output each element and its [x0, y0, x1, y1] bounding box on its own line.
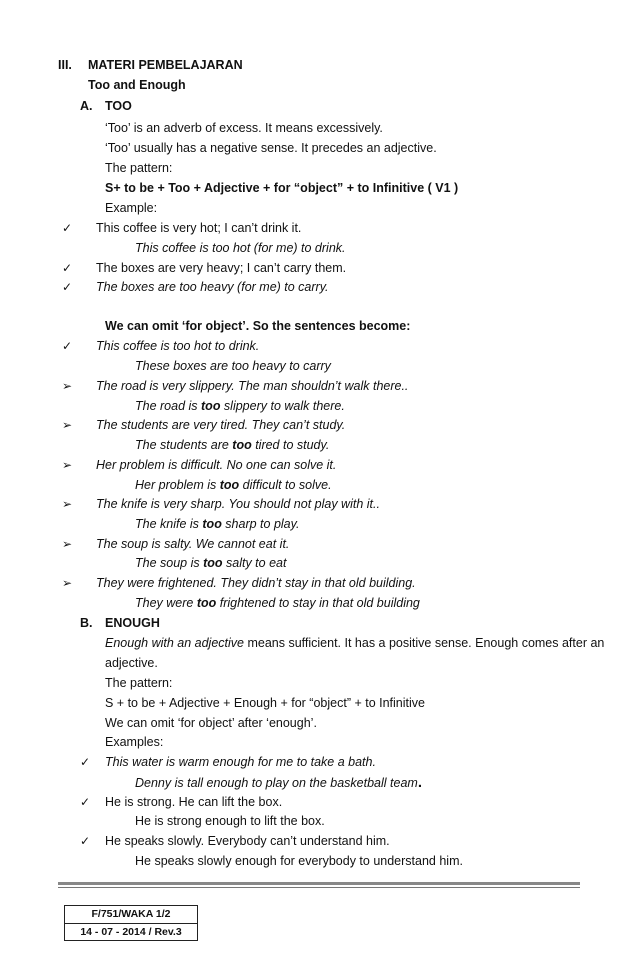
enough-desc-1: Enough with an adjective means sufficient. It has a positive sense. Enough comes after an — [105, 636, 605, 650]
arrow-bullet-icon: ➢ — [62, 458, 73, 472]
omit-example-5-answer: The knife is too sharp to play. — [135, 517, 300, 531]
enough-pattern-label: The pattern: — [105, 676, 173, 690]
document-code: F/751/WAKA 1/2 — [65, 906, 197, 924]
enough-example-3: He speaks slowly. Everybody can’t understand him. — [105, 834, 390, 848]
omit-example-3-answer: The students are too tired to study. — [135, 438, 330, 452]
too-example-1-answer: This coffee is too hot (for me) to drink. — [135, 241, 346, 255]
document-code-box — [64, 905, 198, 941]
section-number: III. — [58, 58, 72, 72]
omit-example-1-answer: These boxes are too heavy to carry — [135, 359, 331, 373]
too-desc-1: ‘Too’ is an adverb of excess. It means excessively. — [105, 121, 383, 135]
enough-pattern: S + to be + Adjective + Enough + for “object” + to Infinitive — [105, 696, 425, 710]
check-mark-icon: ✓ — [80, 755, 91, 769]
omit-example-7-answer: They were too frightened to stay in that old building — [135, 596, 420, 610]
too-desc-2: ‘Too’ usually has a negative sense. It precedes an adjective. — [105, 141, 437, 155]
check-mark-icon: ✓ — [80, 795, 91, 809]
omit-example-6-answer: The soup is too salty to eat — [135, 556, 287, 570]
enough-letter: B. — [80, 616, 93, 630]
arrow-bullet-icon: ➢ — [62, 497, 73, 511]
omit-example-7: They were frightened. They didn’t stay in that old building. — [96, 576, 416, 590]
omit-example-2: The road is very slippery. The man shouldn’t walk there.. — [96, 379, 409, 393]
enough-example-2-answer: He is strong enough to lift the box. — [135, 814, 325, 828]
enough-example-3-answer: He speaks slowly enough for everybody to understand him. — [135, 854, 463, 868]
omit-example-3: The students are very tired. They can’t study. — [96, 418, 346, 432]
enough-example-2: He is strong. He can lift the box. — [105, 795, 283, 809]
section-title: MATERI PEMBELAJARAN — [88, 58, 243, 72]
too-example-2: The boxes are very heavy; I can’t carry them. — [96, 261, 347, 275]
check-mark-icon: ✓ — [62, 339, 73, 353]
check-mark-icon: ✓ — [62, 261, 73, 275]
check-mark-icon: ✓ — [80, 834, 91, 848]
check-mark-icon: ✓ — [62, 221, 73, 235]
section-subtitle: Too and Enough — [88, 78, 186, 92]
enough-desc-2: adjective. — [105, 656, 158, 670]
enough-example-1: This water is warm enough for me to take a bath. — [105, 755, 376, 769]
arrow-bullet-icon: ➢ — [62, 576, 73, 590]
arrow-bullet-icon: ➢ — [62, 379, 73, 393]
enough-omit: We can omit ‘for object’ after ‘enough’. — [105, 716, 317, 730]
enough-heading: ENOUGH — [105, 616, 160, 630]
too-letter: A. — [80, 99, 93, 113]
too-example-3: The boxes are too heavy (for me) to carry. — [96, 280, 329, 294]
omit-example-6: The soup is salty. We cannot eat it. — [96, 537, 290, 551]
omit-example-4-answer: Her problem is too difficult to solve. — [135, 478, 332, 492]
too-omit-heading: We can omit ‘for object’. So the sentences become: — [105, 319, 411, 333]
omit-example-1: This coffee is too hot to drink. — [96, 339, 260, 353]
enough-examples-label: Examples: — [105, 735, 164, 749]
too-pattern-label: The pattern: — [105, 161, 173, 175]
footer-rule-thin — [58, 887, 580, 888]
check-mark-icon: ✓ — [62, 280, 73, 294]
footer-rule-thick — [58, 882, 580, 885]
too-example-label: Example: — [105, 201, 158, 215]
omit-example-2-answer: The road is too slippery to walk there. — [135, 399, 345, 413]
document-revision: 14 - 07 - 2014 / Rev.3 — [80, 926, 182, 938]
omit-example-5: The knife is very sharp. You should not play with it.. — [96, 497, 380, 511]
arrow-bullet-icon: ➢ — [62, 537, 73, 551]
arrow-bullet-icon: ➢ — [62, 418, 73, 432]
too-heading: TOO — [105, 99, 132, 113]
too-example-1: This coffee is very hot; I can’t drink it. — [96, 221, 302, 235]
too-pattern: S+ to be + Too + Adjective + for “object” + to Infinitive ( V1 ) — [105, 181, 459, 195]
enough-example-1-answer: Denny is tall enough to play on the basketball team. — [135, 774, 422, 791]
omit-example-4: Her problem is difficult. No one can solve it. — [96, 458, 337, 472]
